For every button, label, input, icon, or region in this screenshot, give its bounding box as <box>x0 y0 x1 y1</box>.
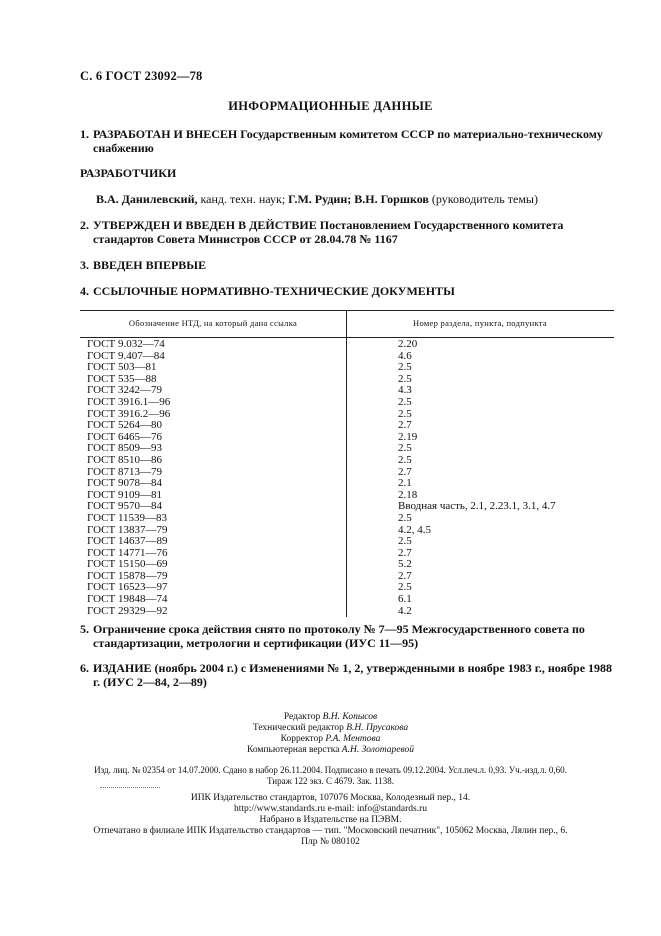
table-row <box>80 478 614 490</box>
credit-label: Технический редактор <box>252 723 347 733</box>
document-designation: ГОСТ 29329—92 <box>87 604 168 617</box>
info-item-5 <box>80 622 620 650</box>
table-row <box>80 362 614 374</box>
document-designation: ГОСТ 9.407—84 <box>87 349 165 362</box>
table-row <box>80 420 614 432</box>
credit-label: Компьютерная верстка <box>246 745 342 755</box>
item-text: ИЗДАНИЕ (ноябрь 2004 г.) с Изменениями № 1, 2, утвержденными в ноябре 1983 г., ноябре 1988 г. (ИУС 2—84, 2—89) <box>93 661 613 689</box>
table-row <box>80 397 614 409</box>
document-designation: ГОСТ 15150—69 <box>87 558 168 571</box>
printed-note: Отпечатано в филиале ИПК Издательство стандартов — тип. "Московский печатник", 105062 Москва, Лялин пер., 6. <box>93 826 568 836</box>
section-reference: 2.7 <box>398 569 412 582</box>
item-text: ВВЕДЕН ВПЕРВЫЕ <box>93 258 207 272</box>
credit-editor <box>0 712 661 723</box>
credit-corrector <box>0 734 661 745</box>
document-designation: ГОСТ 8510—86 <box>87 453 162 466</box>
info-item-1 <box>80 127 620 155</box>
document-designation: ГОСТ 535—88 <box>87 372 157 385</box>
publisher-block <box>0 793 661 848</box>
credit-person: А.Н. Золотаревой <box>341 745 415 755</box>
document-designation: ГОСТ 14637—89 <box>87 535 168 548</box>
item-number: 3. <box>80 258 89 272</box>
table-top-rule <box>80 310 614 311</box>
developer-name: Г.М. Рудин; <box>288 192 352 206</box>
document-designation: ГОСТ 3916.1—96 <box>87 395 171 408</box>
item-text: ССЫЛОЧНЫЕ НОРМАТИВНО-ТЕХНИЧЕСКИЕ ДОКУМЕНТЫ <box>93 284 455 298</box>
table-header-section: Номер раздела, пункта, подпункта <box>413 318 547 328</box>
section-reference: 2.5 <box>398 453 412 466</box>
credit-label: Корректор <box>280 734 326 744</box>
document-designation: ГОСТ 9.032—74 <box>87 338 165 350</box>
section-reference: 4.6 <box>398 349 412 362</box>
developer-degree: канд. техн. наук; <box>197 192 289 206</box>
document-designation: ГОСТ 8509—93 <box>87 442 162 455</box>
credit-person: В.Н. Копысов <box>322 712 378 722</box>
section-reference: 2.5 <box>398 372 412 385</box>
document-designation: ГОСТ 13837—79 <box>87 523 168 536</box>
developer-name: В.Н. Горшков <box>351 192 429 206</box>
publisher-contacts: http://www.standards.ru e-mail: info@standards.ru <box>233 804 428 814</box>
section-reference: Вводная часть, 2.1, 2.23.1, 3.1, 4.7 <box>398 500 556 513</box>
table-row <box>80 536 614 548</box>
section-reference: 6.1 <box>398 593 412 606</box>
document-designation: ГОСТ 15878—79 <box>87 569 168 582</box>
section-reference: 2.7 <box>398 546 412 559</box>
section-reference: 4.3 <box>398 384 412 397</box>
table-row <box>80 339 614 351</box>
item-text: РАЗРАБОТАН И ВНЕСЕН Государственным комитетом СССР по материально-техническому снабжению <box>93 127 603 155</box>
document-designation: ГОСТ 19848—74 <box>87 593 168 606</box>
section-reference: 2.19 <box>398 430 418 443</box>
info-item-4 <box>80 284 620 298</box>
developers-list <box>96 192 538 207</box>
item-number: 2. <box>80 218 89 232</box>
info-item-2 <box>80 218 620 246</box>
credits-block <box>0 712 661 756</box>
section-reference: 2.5 <box>398 442 412 455</box>
developers-heading-text: РАЗРАБОТЧИКИ <box>80 166 177 180</box>
table-row <box>80 351 614 363</box>
publisher-address: ИПК Издательство стандартов, 107076 Москва, Колодезный пер., 14. <box>190 793 471 803</box>
developer-role: (руководитель темы) <box>428 192 538 206</box>
document-designation: ГОСТ 16523—97 <box>87 581 168 594</box>
credit-person: Р.А. Ментова <box>325 734 381 744</box>
info-item-6 <box>80 661 620 689</box>
item-text: УТВЕРЖДЕН И ВВЕДЕН В ДЕЙСТВИЕ Постановлением Государственного комитета стандартов Совета Министров СССР от 28.04.78 № 1167 <box>93 218 564 246</box>
document-designation: ГОСТ 9570—84 <box>87 500 162 513</box>
table-row <box>80 594 614 606</box>
item-number: 1. <box>80 127 89 141</box>
table-row <box>80 455 614 467</box>
document-designation: ГОСТ 3916.2—96 <box>87 407 171 420</box>
document-designation: ГОСТ 503—81 <box>87 361 157 374</box>
credit-layout <box>0 745 661 756</box>
section-reference: 5.2 <box>398 558 412 571</box>
document-designation: ГОСТ 6465—76 <box>87 430 162 443</box>
document-designation: ГОСТ 14771—76 <box>87 546 168 559</box>
footer-separator <box>100 787 160 788</box>
section-reference: 2.1 <box>398 477 412 490</box>
section-reference: 2.7 <box>398 465 412 478</box>
credit-label: Редактор <box>283 712 323 722</box>
page-header: С. 6 ГОСТ 23092—78 <box>80 69 203 83</box>
publication-line: Тираж 122 экз. С 4679. Зак. 1138. <box>266 776 395 786</box>
publication-line: Изд. лиц. № 02354 от 14.07.2000. Сдано в набор 26.11.2004. Подписано в печать 09.12.2004. Усл.печ.л. 0,93. Уч.-изд.л. 0,60. <box>94 765 567 775</box>
item-number: 5. <box>80 622 89 636</box>
section-reference: 2.18 <box>398 488 418 501</box>
section-reference: 2.5 <box>398 361 412 374</box>
publication-info <box>0 765 661 787</box>
section-title: ИНФОРМАЦИОННЫЕ ДАННЫЕ <box>228 99 433 113</box>
document-designation: ГОСТ 9109—81 <box>87 488 162 501</box>
section-reference: 2.5 <box>398 535 412 548</box>
section-reference: 2.5 <box>398 407 412 420</box>
typeset-note: Набрано в Издательстве на ПЭВМ. <box>259 815 402 825</box>
section-reference: 2.5 <box>398 395 412 408</box>
info-item-3 <box>80 258 620 272</box>
section-reference: 4.2, 4.5 <box>398 523 431 536</box>
credit-tech-editor <box>0 723 661 734</box>
section-reference: 4.2 <box>398 604 412 617</box>
section-reference: 2.5 <box>398 511 412 524</box>
item-number: 6. <box>80 661 89 675</box>
license-number: Плр № 080102 <box>301 837 360 847</box>
section-reference: 2.20 <box>398 338 418 350</box>
document-designation: ГОСТ 3242—79 <box>87 384 162 397</box>
table-header-document: Обозначение НТД, на который дана ссылка <box>128 318 298 328</box>
table-body <box>80 339 614 617</box>
item-text: Ограничение срока действия снято по протоколу № 7—95 Межгосударственного совета по стандартизации, метрологии и сертификации (ИУС 11—95) <box>93 622 585 650</box>
document-designation: ГОСТ 5264—80 <box>87 419 162 432</box>
document-designation: ГОСТ 8713—79 <box>87 465 162 478</box>
table-row <box>80 513 614 525</box>
credit-person: В.Н. Прусакова <box>346 723 409 733</box>
section-reference: 2.7 <box>398 419 412 432</box>
document-designation: ГОСТ 9078—84 <box>87 477 162 490</box>
developer-name: В.А. Данилевский, <box>96 192 198 206</box>
document-designation: ГОСТ 11539—83 <box>87 511 168 524</box>
table-row <box>80 606 614 618</box>
developers-heading <box>80 166 620 180</box>
section-reference: 2.5 <box>398 581 412 594</box>
item-number: 4. <box>80 284 89 298</box>
